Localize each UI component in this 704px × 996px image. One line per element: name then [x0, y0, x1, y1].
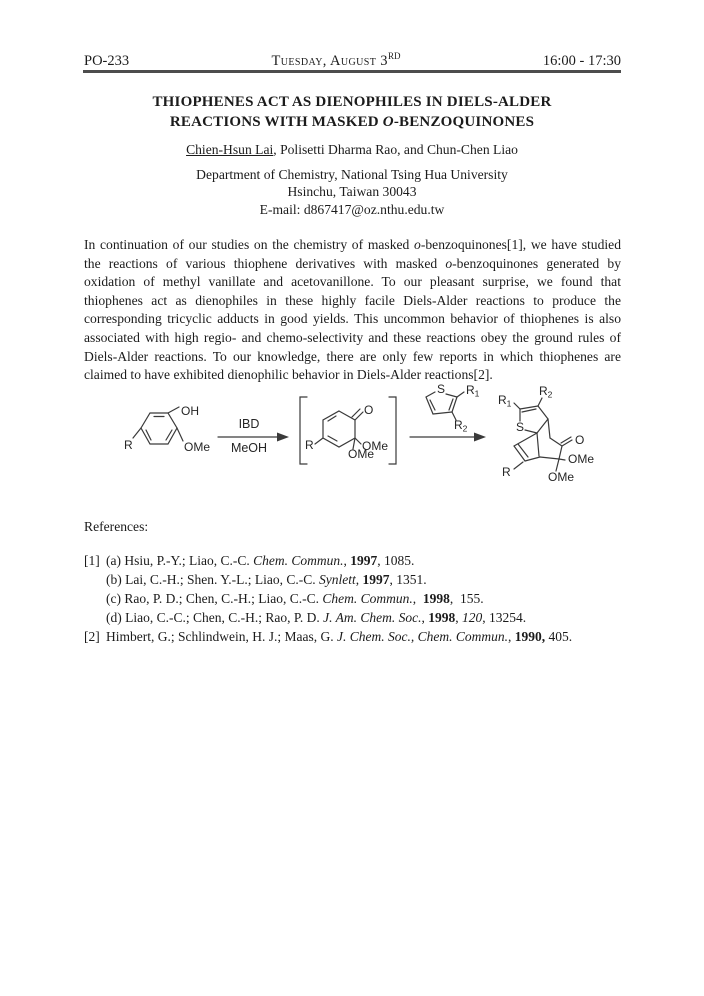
session-code: PO-233: [84, 53, 130, 69]
reference-text: (b) Lai, C.-H.; Shen. Y.-L.; Liao, C.-C. Synlett, 1997, 1351.: [106, 572, 427, 588]
hydroxyl-label: OH: [181, 404, 199, 418]
references-heading: References:: [84, 519, 149, 534]
methoxy-label: OMe: [568, 452, 595, 466]
reaction-scheme: [108, 378, 668, 513]
left-bracket: [300, 397, 307, 464]
r1-label: $R_1$: [466, 383, 480, 399]
r-group-label: R: [502, 465, 511, 479]
abstract-text: In continuation of our studies on the chemistry of masked o-benzoquinones[1], we have studied the reactions of various thiophene derivatives with masked o-benzoquinones generated by oxidation of methyl vanillate and acetovanillone. To our pleasant surprise, we found that thiophenes act as dienophiles in these highly facile Diels-Alder reactions to produce the corresponding tricyclic adducts in good yields. This uncommon behavior of thiophenes is also associated with high regio- and chemo-selectivity and these reactions obey the ground rules of Diels-Alder reactions. To our knowledge, there are only few reports in which thiophenes are claimed to have exhibited dienophilic behavior in Diels-Alder reactions[2].: [84, 237, 622, 383]
affiliation: [60, 166, 644, 218]
thiophene-structure: [426, 382, 480, 434]
paper-title: [60, 93, 644, 132]
author-list: Chien-Hsun Lai, Polisetti Dharma Rao, and Chun-Chen Liao: [186, 142, 518, 157]
r-group-label: R: [305, 438, 314, 452]
sulfur-label: S: [515, 420, 525, 434]
reference-marker: [84, 570, 106, 589]
reference-marker: [84, 608, 106, 627]
r2-label: $R_2$: [539, 384, 553, 400]
right-bracket: [389, 397, 396, 464]
methoxy-label: OMe: [348, 447, 375, 461]
reagent-meoh: MeOH: [230, 441, 268, 455]
reference-marker: [1]: [84, 553, 100, 568]
session-time: 16:00 - 17:30: [542, 53, 621, 69]
references-list: [84, 551, 629, 646]
carbonyl-oxygen-label: O: [575, 433, 585, 447]
reference-item: [84, 551, 629, 570]
reaction-arrow-2: [410, 433, 486, 442]
session-date: Tuesday, August 3RD: [271, 51, 401, 69]
reference-item: [84, 608, 629, 627]
reference-marker: [84, 589, 106, 608]
affiliation-department: Department of Chemistry, National Tsing Hua University: [196, 167, 508, 182]
product-structure: [498, 384, 594, 484]
reference-item: [84, 627, 629, 646]
title-line-1: THIOPHENES ACT AS DIENOPHILES IN DIELS-ALDER: [152, 94, 552, 110]
methoxy-label: OMe: [184, 440, 211, 454]
r-group-label: R: [124, 438, 133, 452]
carbonyl-oxygen-label: O: [364, 403, 374, 417]
sulfur-label: S: [436, 382, 446, 396]
title-line-2: REACTIONS WITH MASKED O-BENZOQUINONES: [169, 113, 535, 130]
reference-text: Himbert, G.; Schlindwein, H. J.; Maas, G. J. Chem. Soc., Chem. Commun., 1990, 405.: [106, 629, 573, 645]
reference-item: [84, 570, 629, 589]
r2-label: $R_2$: [454, 418, 468, 434]
reference-marker: [2]: [84, 629, 100, 645]
header-rule: [83, 70, 621, 73]
methoxy-label: OMe: [548, 470, 575, 484]
reaction-arrow-1: [218, 417, 289, 455]
affiliation-email: E-mail: d867417@oz.nthu.edu.tw: [259, 201, 445, 217]
intermediate-structure: [300, 397, 396, 464]
r1-label: $R_1$: [498, 393, 512, 409]
reagent-ibd: IBD: [238, 417, 260, 431]
reference-text: (c) Rao, P. D.; Chen, C.-H.; Liao, C.-C. Chem. Commun., 1998, 155.: [106, 591, 484, 607]
page-header: [84, 48, 621, 69]
reference-text: (d) Liao, C.-C.; Chen, C.-H.; Rao, P. D. J. Am. Chem. Soc., 1998, 120, 13254.: [106, 610, 527, 626]
reference-item: [84, 589, 629, 608]
date-ordinal: RD: [387, 51, 401, 61]
reference-text: (a) Hsiu, P.-Y.; Liao, C.-C. Chem. Commun., 1997, 1085.: [106, 553, 415, 568]
phenol-structure: [124, 404, 210, 454]
affiliation-city: Hsinchu, Taiwan 30043: [287, 184, 417, 200]
methoxy-label: OMe: [362, 439, 389, 453]
